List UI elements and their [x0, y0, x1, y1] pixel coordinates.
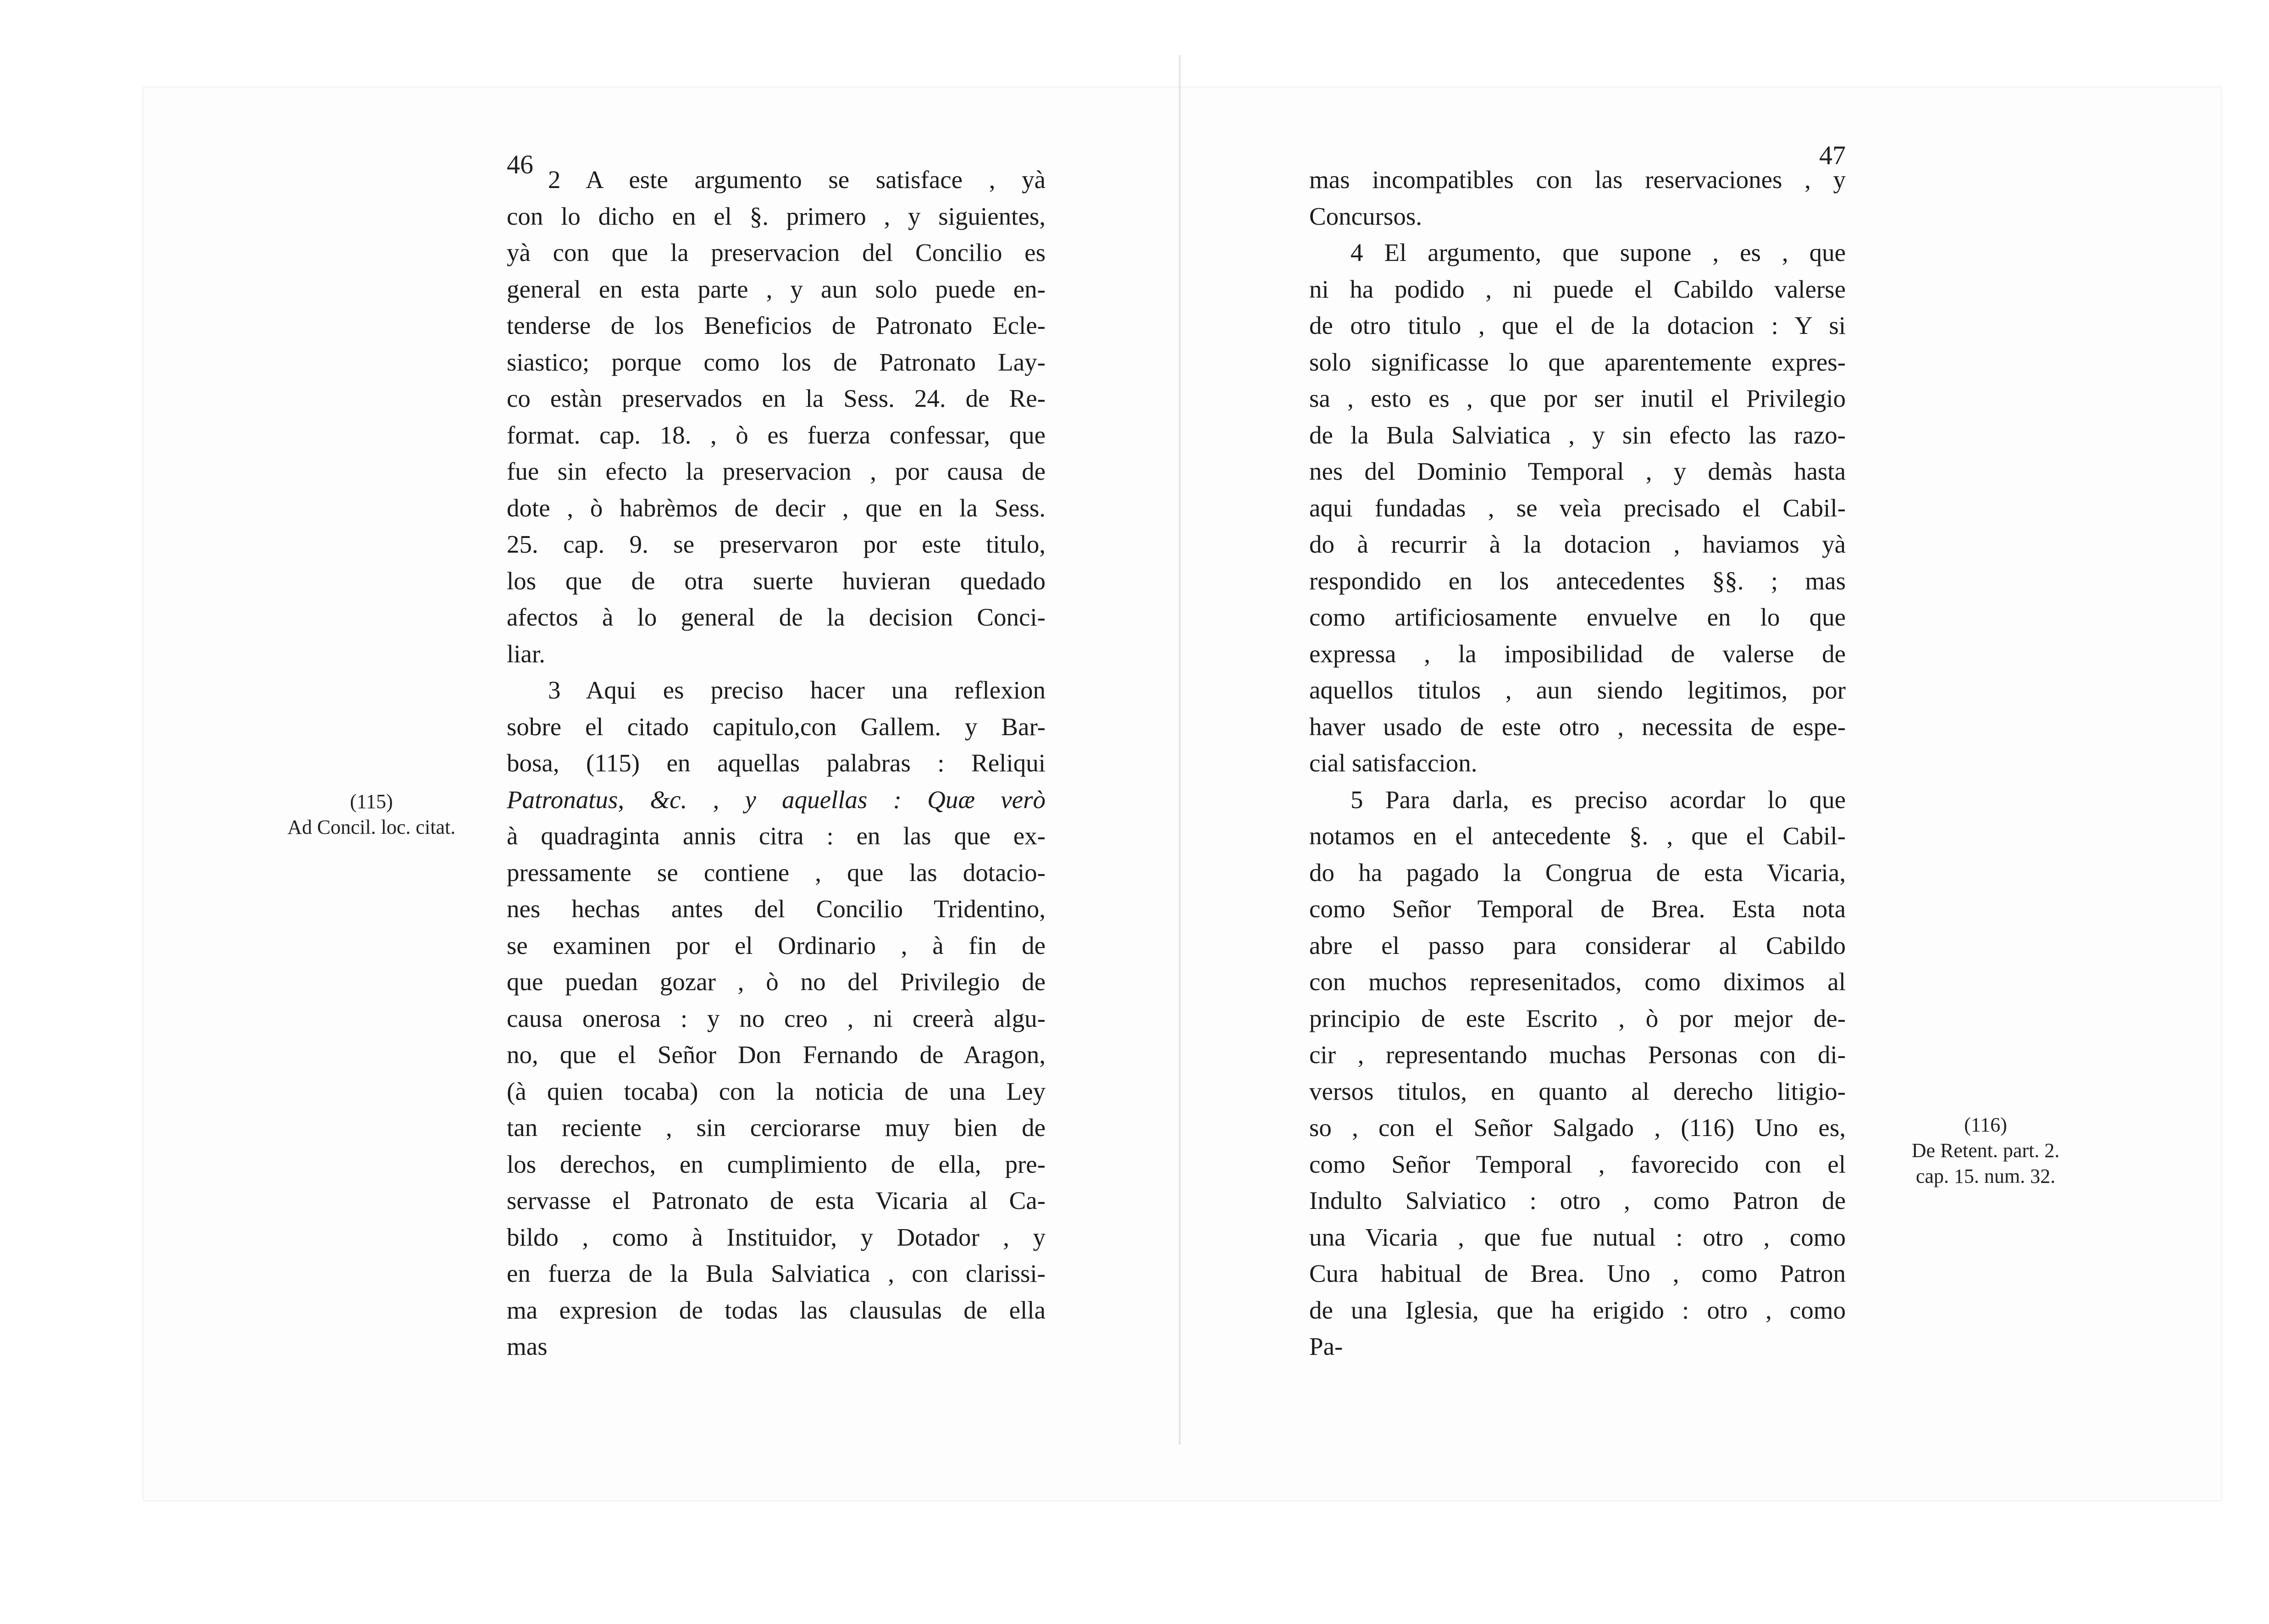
text-line: so , con el Señor Salgado , (116) Uno es,: [1309, 1114, 1846, 1142]
text-line: solo significasse lo que aparentemente expres-: [1309, 348, 1846, 376]
text-line: como Señor Temporal , favorecido con el: [1309, 1150, 1846, 1178]
text-line: bosa, (115) en aquellas palabras : Reliqui: [507, 749, 1046, 777]
text-line: los derechos, en cumplimiento de ella, pre-: [507, 1150, 1046, 1178]
text-line: como artificiosamente envuelve en lo que: [1309, 603, 1846, 631]
text-line: como Señor Temporal de Brea. Esta nota: [1309, 895, 1846, 923]
text-line: Indulto Salviatico : otro , como Patron de: [1309, 1186, 1846, 1214]
text-line: tan reciente , sin cerciorarse muy bien de: [507, 1114, 1046, 1142]
margin-note-116: [1878, 1112, 2093, 1189]
text-line: respondido en los antecedentes §§. ; mas: [1309, 566, 1846, 595]
text-line: nes del Dominio Temporal , y demàs hasta: [1309, 457, 1846, 485]
text-line: se examinen por el Ordinario , à fin de: [507, 931, 1046, 959]
text-line: expressa , la imposibilidad de valerse de: [1309, 639, 1846, 668]
book-gutter: [1179, 55, 1181, 1445]
text-line: sobre el citado capitulo,con Gallem. y Bar-: [507, 712, 1046, 741]
text-line: abre el passo para considerar al Cabildo: [1309, 931, 1846, 959]
text-line: aqui fundadas , se veìa precisado el Cabil-: [1309, 493, 1846, 522]
text-line: nes hechas antes del Concilio Tridentino,: [507, 895, 1046, 923]
text-line: cial satisfaccion.: [1309, 749, 1478, 777]
text-line: una Vicaria , que fue nutual : otro , como: [1309, 1223, 1846, 1251]
text-line: yà con que la preservacion del Concilio es: [507, 238, 1046, 266]
text-line: liar.: [507, 639, 546, 668]
margin-note-text-line: De Retent. part. 2.: [1911, 1139, 2060, 1162]
text-line: cir , representando muchas Personas con di-: [1309, 1041, 1846, 1069]
text-line: fue sin efecto la preservacion , por causa de: [507, 457, 1046, 485]
text-line: 5 Para darla, es preciso acordar lo que: [1350, 785, 1846, 814]
right-page-text: [1309, 151, 1846, 1365]
text-line: servasse el Patronato de esta Vicaria al Ca-: [507, 1186, 1046, 1214]
text-line: los que de otra suerte huvieran quedado: [507, 566, 1046, 595]
text-line: co estàn preservados en la Sess. 24. de Re-: [507, 384, 1046, 412]
left-page-number: 46: [507, 150, 533, 179]
margin-note-115: [271, 789, 472, 840]
text-line: sa , esto es , que por ser inutil el Privilegio: [1309, 384, 1846, 412]
left-page-text: [507, 151, 1046, 1365]
margin-note-number: (116): [1964, 1114, 2007, 1136]
text-line: haver usado de este otro , necessita de espe-: [1309, 712, 1846, 741]
margin-note-text-line: cap. 15. num. 32.: [1915, 1165, 2056, 1187]
catchword: Pa-: [1309, 1332, 1343, 1360]
text-line: Concursos.: [1309, 202, 1422, 230]
text-line: ma expresion de todas las clausulas de ella: [507, 1296, 1046, 1324]
text-line: con lo dicho en el §. primero , y siguientes,: [507, 202, 1046, 230]
text-line: do ha pagado la Congrua de esta Vicaria,: [1309, 858, 1846, 887]
text-line: que puedan gozar , ò no del Privilegio de: [507, 968, 1046, 996]
text-line: tenderse de los Beneficios de Patronato Ecle-: [507, 311, 1046, 339]
text-line: (à quien tocaba) con la noticia de una Ley: [507, 1077, 1046, 1105]
text-line: causa onerosa : y no creo , ni creerà algu-: [507, 1004, 1046, 1032]
text-line: de una Iglesia, que ha erigido : otro , como: [1309, 1296, 1846, 1324]
left-page: [507, 151, 1046, 1365]
text-line: format. cap. 18. , ò es fuerza confessar, que: [507, 421, 1046, 449]
text-line: de la Bula Salviatica , y sin efecto las razo-: [1309, 421, 1846, 449]
text-line: de otro titulo , que el de la dotacion : Y si: [1309, 311, 1846, 339]
text-line: ni ha podido , ni puede el Cabildo valerse: [1309, 275, 1846, 303]
text-line: 25. cap. 9. se preservaron por este titulo,: [507, 530, 1046, 558]
catchword: mas: [507, 1332, 548, 1360]
text-line: 3 Aqui es preciso hacer una reflexion: [548, 676, 1046, 704]
text-line: con muchos represenitados, como diximos al: [1309, 968, 1846, 996]
right-page: [1309, 140, 1846, 1365]
text-line: dote , ò habrèmos de decir , que en la Sess.: [507, 493, 1046, 522]
text-line: à quadraginta annis citra : en las que ex-: [507, 822, 1046, 850]
text-line: principio de este Escrito , ò por mejor de-: [1309, 1004, 1846, 1032]
text-line: en fuerza de la Bula Salviatica , con clarissi-: [507, 1259, 1046, 1287]
text-line: Cura habitual de Brea. Uno , como Patron: [1309, 1259, 1846, 1287]
margin-note-number: (115): [350, 790, 393, 813]
text-line: bildo , como à Instituidor, y Dotador , y: [507, 1223, 1046, 1251]
right-page-number: 47: [1819, 140, 1846, 170]
text-line: no, que el Señor Don Fernando de Aragon,: [507, 1041, 1046, 1069]
text-line: versos titulos, en quanto al derecho litigio-: [1309, 1077, 1846, 1105]
text-line: aquellos titulos , aun siendo legitimos, por: [1309, 676, 1846, 704]
text-line: notamos en el antecedente §. , que el Cabil-: [1309, 822, 1846, 850]
text-line: siastico; porque como los de Patronato Lay-: [507, 348, 1046, 376]
text-line: afectos à lo general de la decision Conci-: [507, 603, 1046, 631]
text-line: Patronatus, &c. , y aquellas : Quæ verò: [507, 785, 1046, 814]
text-line: do à recurrir à la dotacion , haviamos yà: [1309, 530, 1846, 558]
text-line: mas incompatibles con las reservaciones , y: [1309, 166, 1846, 194]
text-line: pressamente se contiene , que las dotacio-: [507, 858, 1046, 887]
margin-note-text: Ad Concil. loc. citat.: [287, 816, 456, 838]
text-line: 2 A este argumento se satisface , yà: [548, 166, 1046, 194]
text-line: 4 El argumento, que supone , es , que: [1350, 238, 1846, 266]
text-line: general en esta parte , y aun solo puede en-: [507, 275, 1046, 303]
